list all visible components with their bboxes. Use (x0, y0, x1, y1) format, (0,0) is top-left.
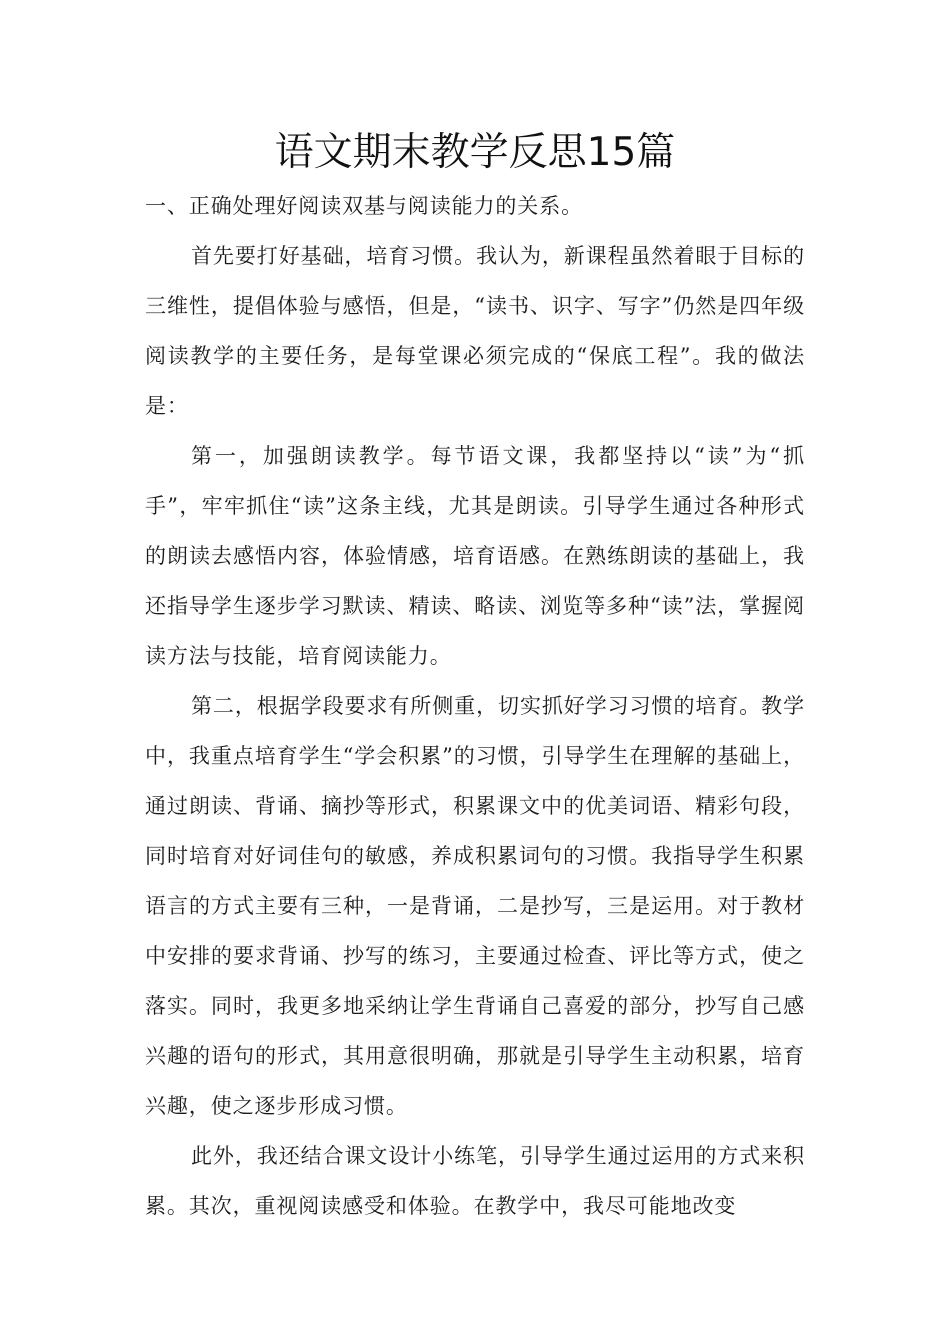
paragraph-study-habits: 第二，根据学段要求有所侧重，切实抓好学习习惯的培育。教学中，我重点培育学生“学会积累”的习惯，引导学生在理解的基础上，通过朗读、背诵、摘抄等形式，积累课文中的优美词语、精彩句段，同时培育对好词佳句的敏感，养成积累词句的习惯。我指导学生积累语言的方式主要有三种，一是背诵，二是抄写，三是运用。对于教材中安排的要求背诵、抄写的练习，主要通过检查、评比等方式，使之落实。同时，我更多地采纳让学生背诵自己喜爱的部分，抄写自己感兴趣的语句的形式，其用意很明确，那就是引导学生主动积累，培育兴趣，使之逐步形成习惯。 (145, 694, 805, 1118)
paragraph-reading-aloud: 第一，加强朗读教学。每节语文课，我都坚持以“读”为“抓手”，牢牢抓住“读”这条主线，尤其是朗读。引导学生通过各种形式的朗读去感悟内容，体验情感，培育语感。在熟练朗读的基础上，我还指导学生逐步学习默读、精读、略读、浏览等多种“读”法，掌握阅读方法与技能，培育阅读能力。 (145, 444, 805, 668)
section-heading: 一、正确处理好阅读双基与阅读能力的关系。 (145, 194, 583, 218)
document-title: 语文期末教学反思15篇 (274, 130, 676, 175)
paragraph-practice: 此外，我还结合课文设计小练笔，引导学生通过运用的方式来积累。其次，重视阅读感受和体验。在教学中，我尽可能地改变 (145, 1144, 805, 1218)
document-body (145, 181, 805, 1231)
paragraph-foundation: 首先要打好基础，培育习惯。我认为，新课程虽然着眼于目标的三维性，提倡体验与感悟，但是，“读书、识字、写字”仍然是四年级阅读教学的主要任务，是每堂课必须完成的“保底工程”。我的做法是： (145, 244, 805, 418)
